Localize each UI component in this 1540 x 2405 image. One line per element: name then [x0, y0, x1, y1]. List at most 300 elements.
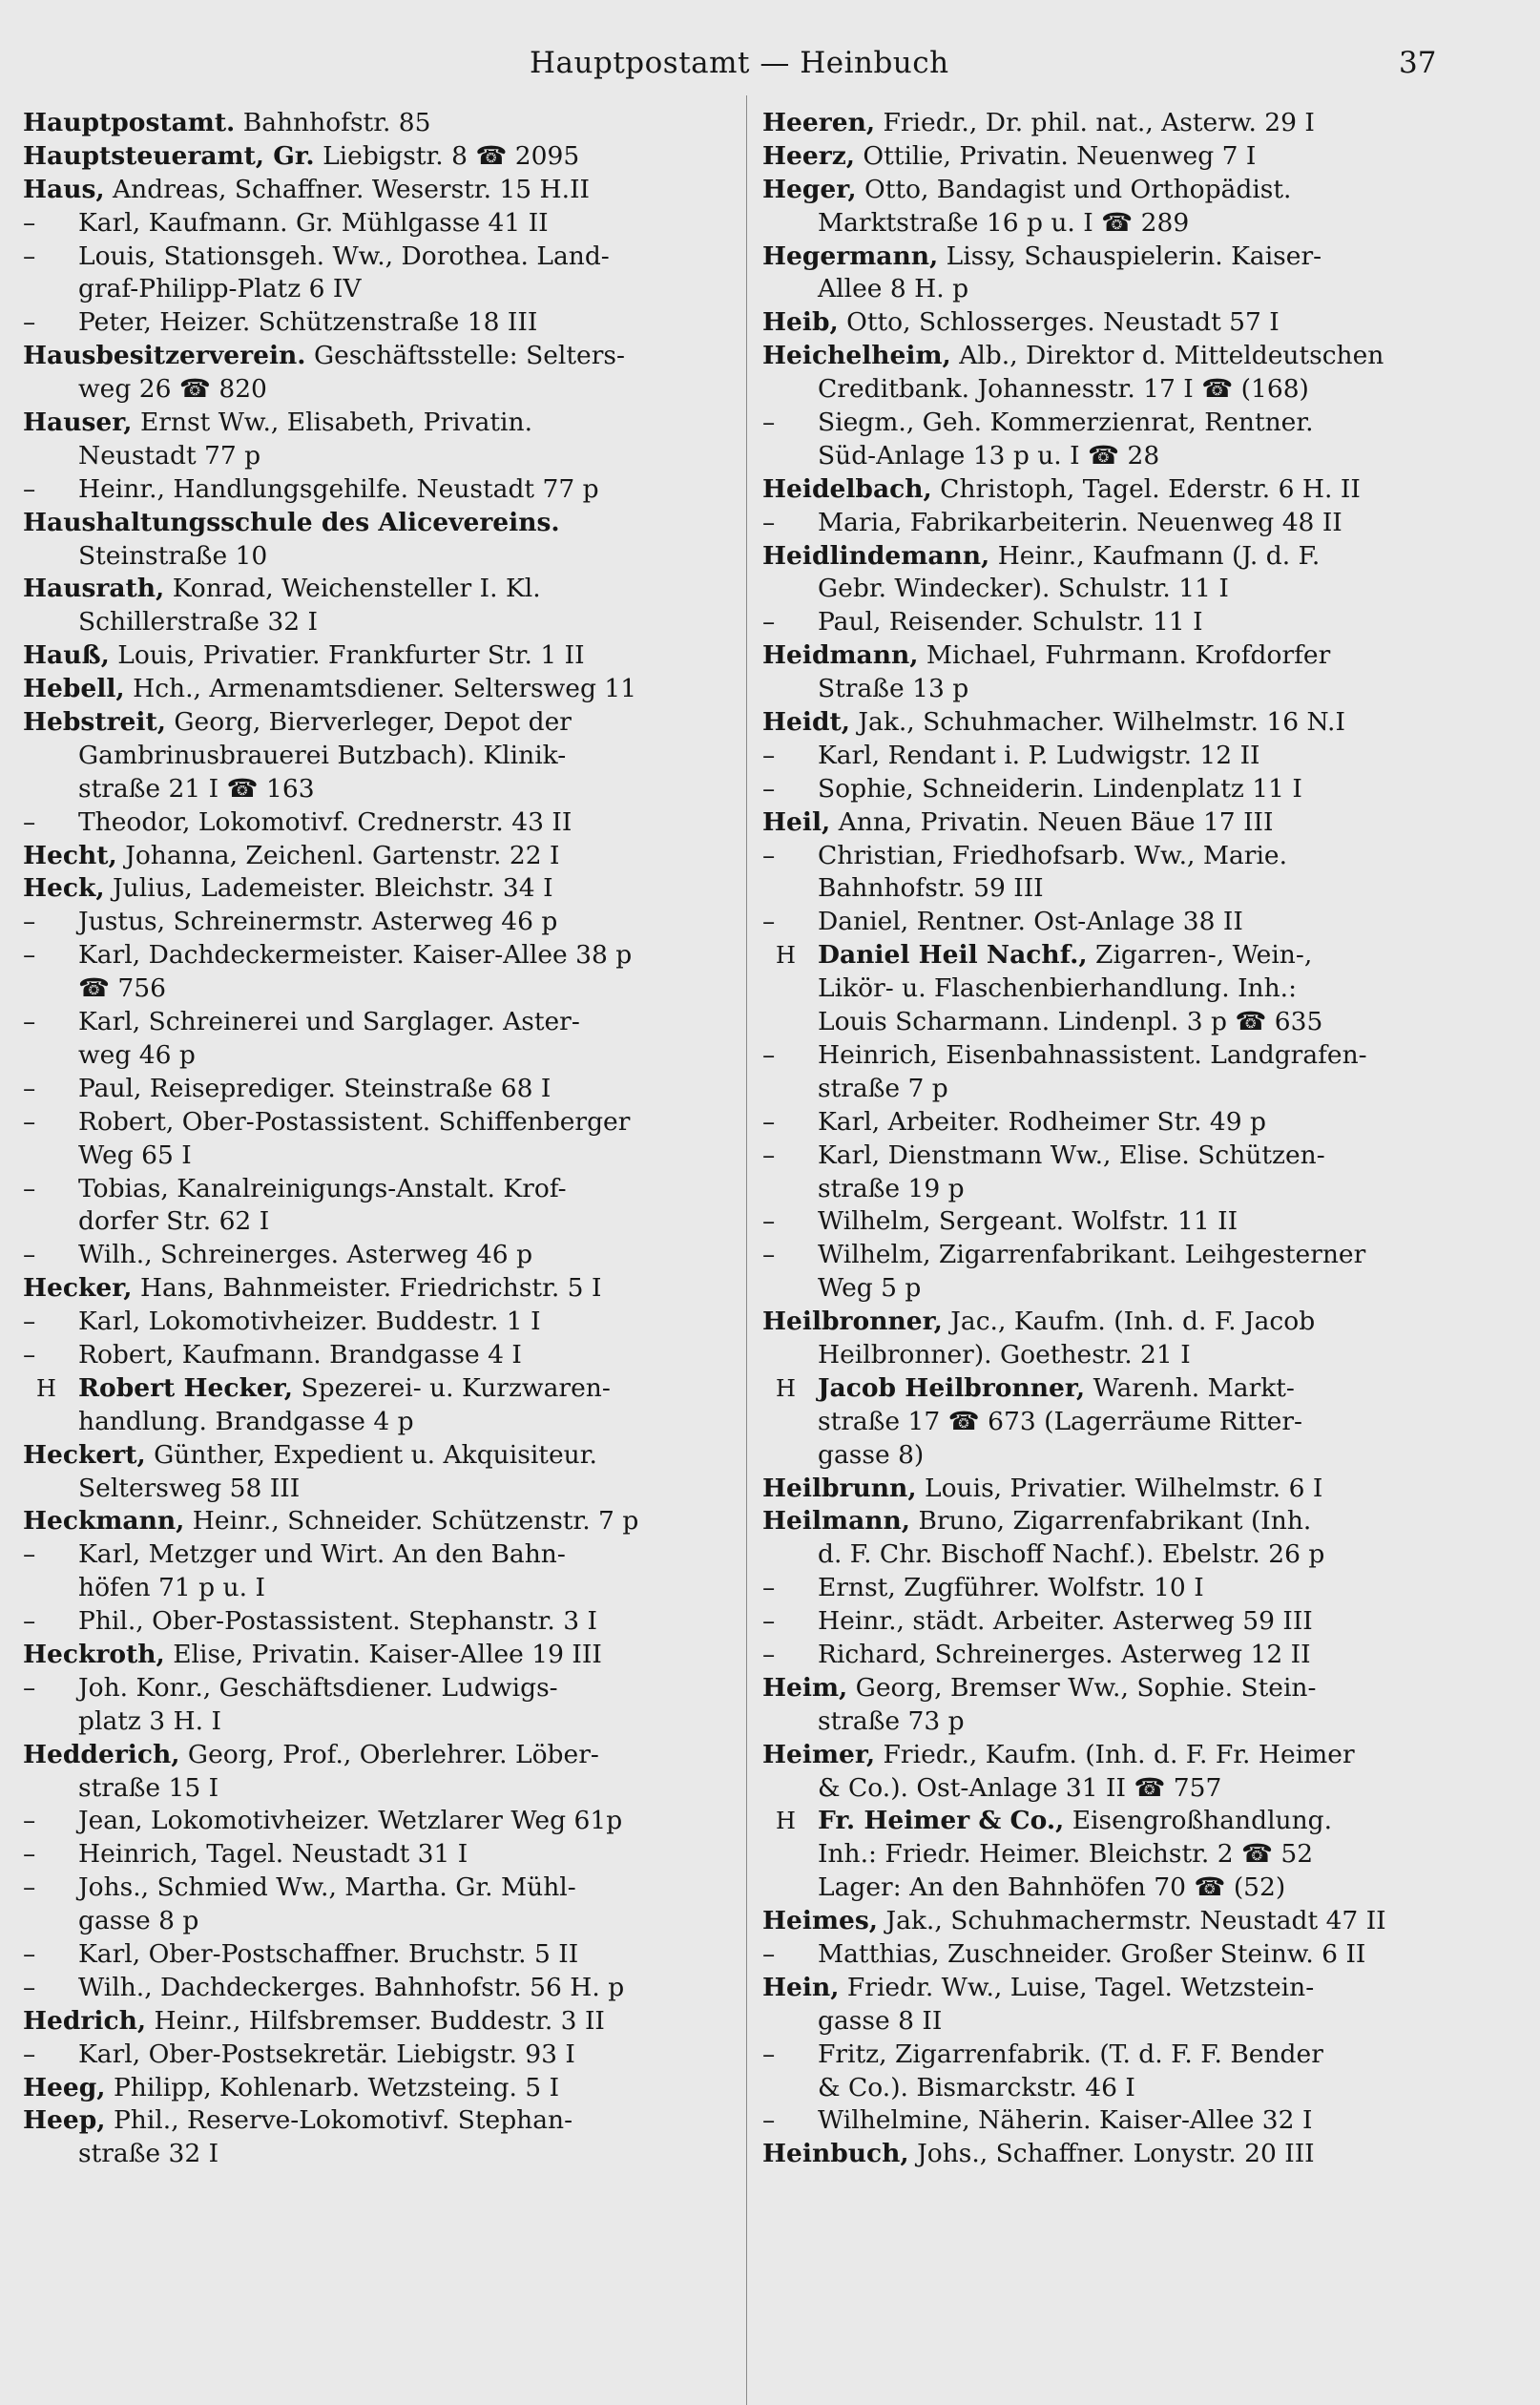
sub-entry — [762, 407, 1463, 440]
entry-details: Phil., Reserve-Lokomotivf. Stephan- — [105, 2105, 573, 2136]
sub-entry — [23, 1106, 723, 1140]
entry-details: gasse 8) — [818, 1439, 925, 1470]
entry-details: Richard, Schreinerges. Asterweg 12 II — [818, 1639, 1311, 1669]
entry-details: Anna, Privatin. Neuen Bäue 17 III — [830, 806, 1274, 837]
entry-details: Johs., Schaffner. Lonystr. 20 III — [908, 2139, 1315, 2169]
directory-entry — [762, 540, 1463, 574]
entry-details: Weg 65 I — [78, 1140, 192, 1170]
entry-name: Heilbrunn, — [762, 1473, 917, 1503]
firm-name: Robert Hecker, — [78, 1372, 294, 1403]
entry-details: Johanna, Zeichenl. Gartenstr. 22 I — [116, 840, 560, 870]
sub-entry — [23, 1872, 723, 1905]
dash-mark: – — [762, 1938, 776, 1969]
sub-entry — [23, 939, 723, 972]
directory-entry — [762, 2138, 1463, 2171]
entry-details: Inh.: Friedr. Heimer. Bleichstr. 2 ☎ 52 — [818, 1839, 1314, 1870]
entry-details: Heinr., Kaufmann (J. d. F. — [989, 540, 1321, 571]
entry-details: Otto, Schlosserges. Neustadt 57 I — [838, 307, 1280, 338]
entry-details: Michael, Fuhrmann. Krofdorfer — [918, 640, 1331, 671]
sub-entry — [23, 473, 723, 507]
left-column — [23, 107, 723, 2171]
entry-details: Karl, Lokomotivheizer. Buddestr. 1 I — [78, 1307, 541, 1337]
firm-marker: H — [776, 1808, 796, 1835]
dash-mark: – — [23, 1872, 36, 1903]
sub-entry — [23, 906, 723, 939]
continuation-line — [762, 1838, 1463, 1872]
continuation-line — [762, 2005, 1463, 2039]
sub-entry — [762, 740, 1463, 773]
sub-entry — [762, 606, 1463, 639]
entry-details: weg 46 p — [78, 1039, 196, 1070]
entry-details: Christoph, Tagel. Ederstr. 6 H. II — [931, 473, 1361, 504]
entry-details: Konrad, Weichensteller I. Kl. — [164, 574, 541, 604]
sub-entry — [23, 207, 723, 240]
entry-details: Neustadt 77 p — [78, 440, 261, 471]
entry-details: Straße 13 p — [818, 674, 969, 704]
entry-details: Wilhelmine, Näherin. Kaiser-Allee 32 I — [818, 2105, 1313, 2136]
dash-mark: – — [23, 1106, 36, 1137]
directory-entry — [23, 573, 723, 606]
entry-details: Lissy, Schauspielerin. Kaiser- — [938, 240, 1322, 271]
entry-details: Ernst Ww., Elisabeth, Privatin. — [132, 408, 532, 438]
sub-entry — [23, 1173, 723, 1206]
dash-mark: – — [762, 907, 776, 937]
dash-mark: – — [23, 2039, 36, 2069]
sub-entry — [762, 1605, 1463, 1639]
directory-entry — [23, 407, 723, 440]
entry-details: Christian, Friedhofsarb. Ww., Marie. — [818, 840, 1288, 870]
dash-mark: – — [762, 2039, 776, 2069]
directory-entry — [23, 507, 723, 540]
entry-name: Hebstreit, — [23, 707, 166, 738]
entry-details: Karl, Rendant i. P. Ludwigstr. 12 II — [818, 740, 1260, 770]
continuation-line — [762, 673, 1463, 706]
sub-entry — [762, 1205, 1463, 1239]
continuation-line — [762, 2072, 1463, 2105]
directory-entry — [23, 340, 723, 373]
entry-details: Daniel, Rentner. Ost-Anlage 38 II — [818, 907, 1243, 937]
continuation-line — [762, 1705, 1463, 1739]
entry-name: Heckroth, — [23, 1639, 165, 1669]
dash-mark: – — [23, 1339, 36, 1370]
entry-details: straße 19 p — [818, 1173, 965, 1203]
dash-mark: – — [762, 740, 776, 770]
continuation-line — [23, 1905, 723, 1938]
continuation-line — [762, 573, 1463, 606]
directory-entry — [762, 1473, 1463, 1506]
entry-details: Robert, Kaufmann. Brandgasse 4 I — [78, 1339, 522, 1370]
dash-mark: – — [23, 1173, 36, 1203]
entry-details: Friedr., Dr. phil. nat., Asterw. 29 I — [875, 108, 1315, 137]
entry-name: Hauptpostamt. — [23, 108, 236, 137]
continuation-line — [23, 540, 723, 574]
firm-entry — [762, 1372, 1463, 1406]
entry-details: Andreas, Schaffner. Weserstr. 15 H.II — [104, 174, 591, 204]
sub-entry — [762, 1140, 1463, 1173]
entry-details: Elise, Privatin. Kaiser-Allee 19 III — [164, 1639, 602, 1669]
entry-details: Karl, Dienstmann Ww., Elise. Schützen- — [818, 1140, 1325, 1170]
directory-entry — [762, 174, 1463, 207]
firm-name: Jacob Heilbronner, — [818, 1372, 1086, 1403]
dash-mark: – — [23, 940, 36, 971]
entry-details: Heinrich, Tagel. Neustadt 31 I — [78, 1839, 468, 1870]
entry-name: Heimer, — [762, 1739, 876, 1769]
continuation-line — [762, 273, 1463, 306]
entry-details: gasse 8 p — [78, 1906, 199, 1936]
entry-details: Jean, Lokomotivheizer. Wetzlarer Weg 61p — [78, 1806, 623, 1836]
continuation-line — [23, 1406, 723, 1439]
firm-name: Fr. Heimer & Co., — [818, 1806, 1065, 1836]
continuation-line — [762, 1538, 1463, 1572]
sub-entry — [23, 1972, 723, 2005]
continuation-line — [23, 773, 723, 806]
entry-details: Georg, Bremser Ww., Sophie. Stein- — [847, 1672, 1317, 1703]
entry-details: graf-Philipp-Platz 6 IV — [78, 274, 362, 304]
dash-mark: – — [762, 2105, 776, 2136]
entry-details: Weg 5 p — [818, 1273, 922, 1304]
continuation-line — [23, 1772, 723, 1806]
entry-details: Siegm., Geh. Kommerzienrat, Rentner. — [818, 408, 1314, 438]
entry-details: Louis, Privatier. Wilhelmstr. 6 I — [916, 1473, 1323, 1503]
entry-details: Jak., Schuhmacher. Wilhelmstr. 16 N.I — [849, 707, 1345, 738]
entry-details: Georg, Prof., Oberlehrer. Löber- — [179, 1739, 599, 1769]
entry-name: Hauptsteueramt, Gr. — [23, 140, 315, 171]
sub-entry — [23, 1006, 723, 1039]
entry-name: Heinbuch, — [762, 2139, 909, 2169]
directory-entry — [762, 473, 1463, 507]
entry-details: Phil., Ober-Postassistent. Stephanstr. 3 I — [78, 1606, 598, 1637]
directory-entry — [23, 872, 723, 906]
entry-details: ☎ 756 — [78, 973, 167, 1004]
entry-name: Heil, — [762, 806, 831, 837]
entry-name: Heckmann, — [23, 1506, 185, 1537]
sub-entry — [762, 1639, 1463, 1672]
sub-entry — [762, 1039, 1463, 1073]
dash-mark: – — [23, 1806, 36, 1836]
continuation-line — [762, 1006, 1463, 1039]
directory-entry — [762, 1739, 1463, 1772]
dash-mark: – — [762, 840, 776, 870]
entry-details: Wilhelm, Zigarrenfabrikant. Leihgesterner — [818, 1240, 1366, 1270]
dash-mark: – — [23, 1240, 36, 1270]
dash-mark: – — [23, 1672, 36, 1703]
sub-entry — [23, 1538, 723, 1572]
entry-details: Joh. Konr., Geschäftsdiener. Ludwigs- — [78, 1672, 558, 1703]
directory-entry — [762, 340, 1463, 373]
directory-entry — [23, 174, 723, 207]
entry-details: Heinr., Handlungsgehilfe. Neustadt 77 p — [78, 473, 599, 504]
entry-name: Heeren, — [762, 108, 876, 137]
continuation-line — [762, 1173, 1463, 1206]
entry-details: Steinstraße 10 — [78, 540, 268, 571]
entry-details: Schillerstraße 32 I — [78, 607, 318, 638]
sub-entry — [23, 1073, 723, 1106]
directory-entry — [23, 639, 723, 673]
entry-details: gasse 8 II — [818, 2005, 943, 2036]
sub-entry — [23, 1805, 723, 1838]
entry-name: Hedderich, — [23, 1739, 180, 1769]
entry-name: Hein, — [762, 1972, 840, 2002]
entry-name: Heilmann, — [762, 1506, 911, 1537]
directory-entry — [23, 2072, 723, 2105]
continuation-line — [23, 1140, 723, 1173]
directory-entry — [23, 2005, 723, 2039]
entry-details: Geschäftsstelle: Selters- — [305, 341, 625, 371]
dash-mark: – — [23, 1073, 36, 1103]
entry-details: Wilhelm, Sergeant. Wolfstr. 11 II — [818, 1206, 1238, 1237]
entry-details: handlung. Brandgasse 4 p — [78, 1406, 414, 1436]
continuation-line — [23, 606, 723, 639]
entry-name: Hecker, — [23, 1273, 133, 1304]
sub-entry — [762, 1572, 1463, 1605]
sub-entry — [23, 306, 723, 340]
entry-details: Sophie, Schneiderin. Lindenplatz 11 I — [818, 773, 1302, 804]
entry-details: Louis Scharmann. Lindenpl. 3 p ☎ 635 — [818, 1007, 1323, 1037]
entry-details: Robert, Ober-Postassistent. Schiffenberger — [78, 1106, 631, 1137]
sub-entry — [23, 1605, 723, 1639]
firm-marker: H — [776, 1374, 796, 1402]
entry-name: Heck, — [23, 873, 105, 904]
dash-mark: – — [23, 240, 36, 271]
directory-entry — [762, 240, 1463, 274]
entry-details: Fritz, Zigarrenfabrik. (T. d. F. F. Bender — [818, 2039, 1323, 2069]
continuation-line — [762, 872, 1463, 906]
entry-details: Wilh., Dachdeckerges. Bahnhofstr. 56 H. p — [78, 1972, 625, 2002]
dash-mark: – — [762, 1206, 776, 1237]
entry-name: Hauß, — [23, 640, 110, 671]
entry-details: Karl, Ober-Postsekretär. Liebigstr. 93 I — [78, 2039, 575, 2069]
entry-name: Heichelheim, — [762, 341, 951, 371]
entry-details: Justus, Schreinermstr. Asterweg 46 p — [78, 907, 558, 937]
directory-entry — [762, 306, 1463, 340]
entry-details: Heinr., städt. Arbeiter. Asterweg 59 III — [818, 1606, 1313, 1637]
firm-marker: H — [36, 1374, 56, 1402]
continuation-line — [762, 1872, 1463, 1905]
entry-details: Heinr., Schneider. Schützenstr. 7 p — [184, 1506, 639, 1537]
page-number: 37 — [1399, 46, 1437, 80]
continuation-line — [23, 1572, 723, 1605]
entry-details: Friedr. Ww., Luise, Tagel. Wetzstein- — [839, 1972, 1315, 2002]
entry-name: Heidelbach, — [762, 473, 932, 504]
sub-entry — [762, 2039, 1463, 2072]
entry-details: Liebigstr. 8 ☎ 2095 — [314, 140, 580, 171]
continuation-line — [23, 1473, 723, 1506]
directory-entry — [762, 1972, 1463, 2005]
entry-details: Alb., Direktor d. Mitteldeutschen — [950, 341, 1384, 371]
entry-details: Maria, Fabrikarbeiterin. Neuenweg 48 II — [818, 507, 1342, 537]
entry-details: Eisengroßhandlung. — [1064, 1806, 1333, 1836]
sub-entry — [762, 840, 1463, 873]
entry-details: Paul, Reisender. Schulstr. 11 I — [818, 607, 1203, 638]
dash-mark: – — [23, 1606, 36, 1637]
entry-details: & Co.). Ost-Anlage 31 II ☎ 757 — [818, 1772, 1222, 1803]
dash-mark: – — [762, 1606, 776, 1637]
entry-details: Spezerei- u. Kurzwaren- — [293, 1372, 611, 1403]
dash-mark: – — [23, 207, 36, 238]
directory-entry — [23, 1739, 723, 1772]
entry-name: Hebell, — [23, 674, 125, 704]
continuation-line — [762, 207, 1463, 240]
entry-details: Louis, Privatier. Frankfurter Str. 1 II — [109, 640, 585, 671]
entry-name: Hausbesitzerverein. — [23, 341, 306, 371]
continuation-line — [23, 1205, 723, 1239]
entry-name: Hauser, — [23, 408, 133, 438]
entry-details: Süd-Anlage 13 p u. I ☎ 28 — [818, 440, 1160, 471]
entry-name: Heidt, — [762, 707, 850, 738]
entry-details: Georg, Bierverleger, Depot der — [165, 707, 572, 738]
entry-details: Philipp, Kohlenarb. Wetzsteing. 5 I — [105, 2072, 560, 2102]
page-header — [0, 46, 1540, 94]
continuation-line — [762, 1439, 1463, 1473]
entry-details: straße 17 ☎ 673 (Lagerräume Ritter- — [818, 1406, 1302, 1436]
directory-entry — [23, 2104, 723, 2138]
entry-name: Heidlindemann, — [762, 540, 990, 571]
entry-name: Heidmann, — [762, 640, 919, 671]
sub-entry — [23, 1339, 723, 1372]
sub-entry — [23, 240, 723, 274]
sub-entry — [762, 1239, 1463, 1272]
dash-mark: – — [762, 507, 776, 537]
directory-entry — [23, 1505, 723, 1538]
entry-details: Karl, Ober-Postschaffner. Bruchstr. 5 II — [78, 1938, 579, 1969]
entry-details: Allee 8 H. p — [818, 274, 969, 304]
entry-name: Heep, — [23, 2105, 106, 2136]
entry-details: Ernst, Zugführer. Wolfstr. 10 I — [818, 1573, 1204, 1603]
continuation-line — [762, 1772, 1463, 1806]
sub-entry — [762, 507, 1463, 540]
entry-details: Karl, Dachdeckermeister. Kaiser-Allee 38 p — [78, 940, 633, 971]
entry-name: Hedrich, — [23, 2005, 147, 2036]
entry-details: straße 7 p — [818, 1073, 948, 1103]
entry-name: Hegermann, — [762, 240, 939, 271]
firm-entry — [23, 1372, 723, 1406]
entry-name: Heeg, — [23, 2072, 106, 2102]
sub-entry — [762, 1938, 1463, 1972]
entry-details: Bruno, Zigarrenfabrikant (Inh. — [910, 1506, 1312, 1537]
dash-mark: – — [23, 1307, 36, 1337]
continuation-line — [762, 972, 1463, 1006]
entry-name: Heilbronner, — [762, 1307, 943, 1337]
directory-entry — [762, 706, 1463, 740]
column-divider — [746, 95, 747, 2405]
dash-mark: – — [23, 1539, 36, 1570]
continuation-line — [762, 1406, 1463, 1439]
entry-details: Otto, Bandagist und Orthopädist. — [856, 174, 1292, 204]
right-column — [762, 107, 1463, 2171]
directory-entry — [762, 1306, 1463, 1339]
entry-details: Zigarren-, Wein-, — [1087, 940, 1313, 971]
entry-details: Günther, Expedient u. Akquisiteur. — [145, 1439, 597, 1470]
entry-details: Bahnhofstr. 59 III — [818, 873, 1044, 904]
directory-entry — [23, 1272, 723, 1306]
entry-name: Heckert, — [23, 1439, 146, 1470]
continuation-line — [23, 1705, 723, 1739]
directory-entry — [762, 1905, 1463, 1938]
entry-details: Louis, Stationsgeh. Ww., Dorothea. Land- — [78, 240, 610, 271]
entry-details: Karl, Schreinerei und Sarglager. Aster- — [78, 1007, 580, 1037]
continuation-line — [23, 373, 723, 407]
dash-mark: – — [762, 1573, 776, 1603]
directory-entry — [23, 840, 723, 873]
dash-mark: – — [762, 408, 776, 438]
dash-mark: – — [23, 1938, 36, 1969]
entry-details: Theodor, Lokomotivf. Crednerstr. 43 II — [78, 806, 572, 837]
entry-details: dorfer Str. 62 I — [78, 1206, 270, 1237]
entry-details: Paul, Reiseprediger. Steinstraße 68 I — [78, 1073, 551, 1103]
sub-entry — [23, 1672, 723, 1705]
entry-details: Karl, Arbeiter. Rodheimer Str. 49 p — [818, 1106, 1266, 1137]
dash-mark: – — [23, 1839, 36, 1870]
continuation-line — [762, 1073, 1463, 1106]
entry-details: Warenh. Markt- — [1085, 1372, 1295, 1403]
dash-mark: – — [762, 607, 776, 638]
entry-details: Seltersweg 58 III — [78, 1473, 301, 1503]
continuation-line — [762, 1339, 1463, 1372]
directory-entry — [23, 140, 723, 174]
sub-entry — [762, 906, 1463, 939]
running-title: Hauptpostamt — Heinbuch — [530, 46, 949, 80]
continuation-line — [23, 440, 723, 473]
entry-details: weg 26 ☎ 820 — [78, 374, 267, 405]
entry-details: straße 21 I ☎ 163 — [78, 773, 315, 804]
entry-name: Haus, — [23, 174, 105, 204]
entry-details: Peter, Heizer. Schützenstraße 18 III — [78, 307, 538, 338]
entry-details: Gambrinusbrauerei Butzbach). Klinik- — [78, 740, 567, 770]
sub-entry — [23, 1838, 723, 1872]
entry-details: straße 32 I — [78, 2139, 219, 2169]
entry-details: straße 73 p — [818, 1705, 965, 1736]
entry-details: Julius, Lademeister. Bleichstr. 34 I — [104, 873, 553, 904]
entry-details: Karl, Kaufmann. Gr. Mühlgasse 41 II — [78, 207, 549, 238]
sub-entry — [23, 1938, 723, 1972]
entry-name: Heerz, — [762, 140, 855, 171]
dash-mark: – — [762, 1106, 776, 1137]
dash-mark: – — [23, 307, 36, 338]
firm-marker: H — [776, 942, 796, 970]
entry-details: Heinrich, Eisenbahnassistent. Landgrafen- — [818, 1039, 1367, 1070]
entry-details: Hch., Armenamtsdiener. Seltersweg 11 — [124, 674, 637, 704]
sub-entry — [23, 806, 723, 840]
dash-mark: – — [762, 1140, 776, 1170]
sub-entry — [762, 1106, 1463, 1140]
entry-details: Matthias, Zuschneider. Großer Steinw. 6 II — [818, 1938, 1366, 1969]
entry-details: Heinr., Hilfsbremser. Buddestr. 3 II — [146, 2005, 605, 2036]
entry-details: Friedr., Kaufm. (Inh. d. F. Fr. Heimer — [875, 1739, 1355, 1769]
directory-entry — [762, 140, 1463, 174]
entry-name: Hecht, — [23, 840, 117, 870]
entry-details: Jac., Kaufm. (Inh. d. F. Jacob — [942, 1307, 1316, 1337]
entry-name: Haushaltungsschule des Alicevereins. — [23, 507, 560, 537]
directory-entry — [23, 673, 723, 706]
entry-details: Hans, Bahnmeister. Friedrichstr. 5 I — [132, 1273, 602, 1304]
directory-entry — [762, 639, 1463, 673]
entry-details: Johs., Schmied Ww., Martha. Gr. Mühl- — [78, 1872, 576, 1903]
continuation-line — [762, 440, 1463, 473]
directory-entry — [23, 706, 723, 740]
sub-entry — [23, 1306, 723, 1339]
directory-entry — [23, 1639, 723, 1672]
continuation-line — [762, 1272, 1463, 1306]
continuation-line — [762, 373, 1463, 407]
entry-details: Gebr. Windecker). Schulstr. 11 I — [818, 574, 1229, 604]
directory-entry — [23, 107, 723, 140]
firm-entry — [762, 1805, 1463, 1838]
entry-name: Heib, — [762, 307, 839, 338]
dash-mark: – — [762, 1639, 776, 1669]
dash-mark: – — [23, 473, 36, 504]
entry-details: straße 15 I — [78, 1772, 219, 1803]
entry-details: Heilbronner). Goethestr. 21 I — [818, 1339, 1191, 1370]
